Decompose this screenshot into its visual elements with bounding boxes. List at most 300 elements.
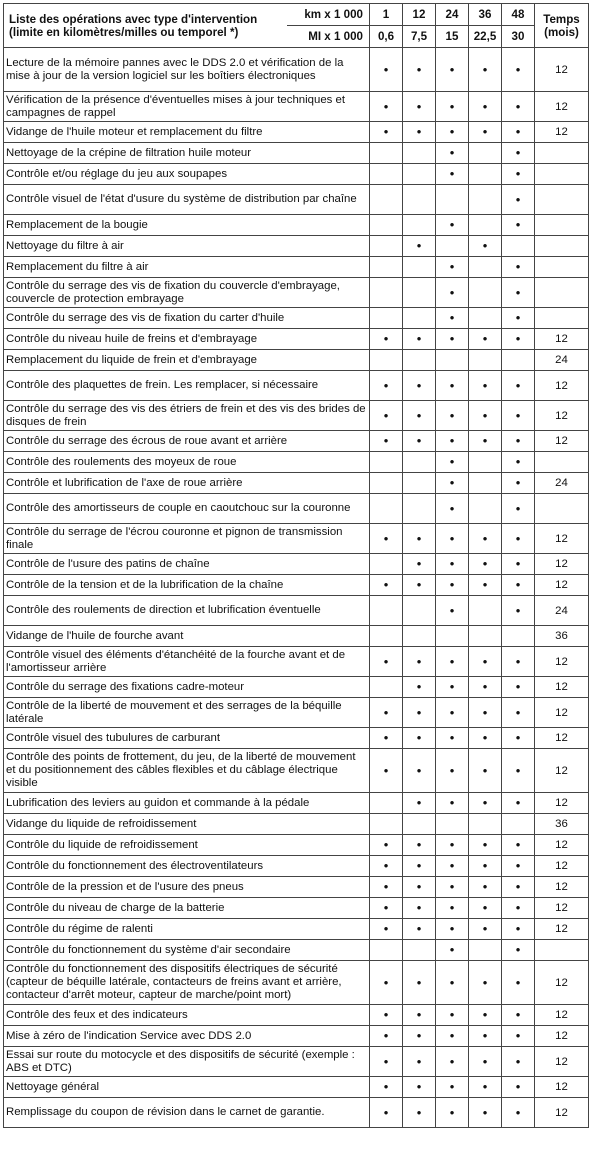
- interval-mark-cell: [469, 749, 502, 793]
- interval-mark-cell: [436, 452, 469, 473]
- interval-mark-cell: [436, 215, 469, 236]
- dot-icon: •: [383, 1104, 389, 1120]
- operation-cell: Contrôle de la liberté de mouvement et des serrages de la béquille latérale: [4, 698, 370, 728]
- dot-icon: •: [416, 795, 422, 810]
- table-header: [4, 4, 589, 48]
- dot-icon: •: [515, 500, 521, 516]
- time-months-cell: 12: [535, 856, 589, 877]
- operation-cell: Nettoyage général: [4, 1077, 370, 1098]
- time-months-cell: 12: [535, 647, 589, 677]
- table-row: [4, 626, 589, 647]
- interval-mark-cell: [403, 122, 436, 143]
- time-months-cell: 12: [535, 329, 589, 350]
- time-months-cell: 12: [535, 1026, 589, 1047]
- interval-mark-cell: [436, 961, 469, 1005]
- interval-mark-cell: [436, 575, 469, 596]
- interval-mark-cell: [502, 371, 535, 401]
- interval-mark-cell: [370, 835, 403, 856]
- interval-mark-cell: [502, 1047, 535, 1077]
- dot-icon: •: [416, 331, 422, 346]
- dot-icon: •: [416, 556, 422, 571]
- interval-mark-cell: [469, 1005, 502, 1026]
- table-row: [4, 554, 589, 575]
- table-row: [4, 329, 589, 350]
- header-operations-title: [4, 4, 287, 48]
- dot-icon: •: [449, 942, 455, 957]
- dot-icon: •: [383, 974, 389, 990]
- dot-icon: •: [383, 61, 389, 77]
- interval-mark-cell: [469, 329, 502, 350]
- interval-mark-cell: [469, 575, 502, 596]
- dot-icon: •: [515, 259, 521, 274]
- interval-mark-cell: [370, 961, 403, 1005]
- interval-mark-cell: [403, 473, 436, 494]
- table-row: [4, 236, 589, 257]
- time-months-cell: [535, 215, 589, 236]
- table-row: [4, 278, 589, 308]
- interval-mark-cell: [403, 835, 436, 856]
- interval-mark-cell: [370, 1077, 403, 1098]
- operation-cell: Contrôle visuel des tubulures de carburant: [4, 728, 370, 749]
- interval-mark-cell: [370, 728, 403, 749]
- dot-icon: •: [449, 124, 455, 139]
- interval-mark-cell: [403, 48, 436, 92]
- dot-icon: •: [383, 704, 389, 720]
- interval-mark-cell: [436, 856, 469, 877]
- dot-icon: •: [449, 879, 455, 894]
- time-months-cell: 12: [535, 898, 589, 919]
- dot-icon: •: [515, 475, 521, 490]
- interval-mark-cell: [469, 494, 502, 524]
- interval-mark-cell: [370, 48, 403, 92]
- interval-mark-cell: [370, 473, 403, 494]
- dot-icon: •: [416, 879, 422, 894]
- interval-mark-cell: [403, 596, 436, 626]
- header-time-line1: Temps: [543, 12, 580, 26]
- interval-mark-cell: [469, 1098, 502, 1128]
- interval-mark-cell: [502, 164, 535, 185]
- dot-icon: •: [515, 556, 521, 571]
- table-row: [4, 898, 589, 919]
- interval-mark-cell: [370, 236, 403, 257]
- dot-icon: •: [482, 795, 488, 810]
- time-months-cell: 36: [535, 626, 589, 647]
- interval-mark-cell: [403, 898, 436, 919]
- interval-mark-cell: [403, 524, 436, 554]
- operation-cell: Contrôle des feux et des indicateurs: [4, 1005, 370, 1026]
- table-row: [4, 350, 589, 371]
- dot-icon: •: [449, 704, 455, 720]
- time-months-cell: 12: [535, 835, 589, 856]
- interval-mark-cell: [370, 677, 403, 698]
- interval-mark-cell: [502, 793, 535, 814]
- interval-mark-cell: [502, 1098, 535, 1128]
- operation-cell: Contrôle de la pression et de l'usure des pneus: [4, 877, 370, 898]
- dot-icon: •: [482, 704, 488, 720]
- dot-icon: •: [449, 217, 455, 232]
- interval-mark-cell: [469, 350, 502, 371]
- table-body: [4, 48, 589, 1128]
- dot-icon: •: [449, 1007, 455, 1022]
- interval-mark-cell: [436, 278, 469, 308]
- dot-icon: •: [449, 730, 455, 745]
- interval-mark-cell: [436, 92, 469, 122]
- dot-icon: •: [416, 1079, 422, 1094]
- header-km-1: 1: [370, 4, 403, 26]
- interval-mark-cell: [370, 524, 403, 554]
- dot-icon: •: [416, 974, 422, 990]
- operation-cell: Contrôle des roulements de direction et lubrification éventuelle: [4, 596, 370, 626]
- table-row: [4, 185, 589, 215]
- header-mi-5: 30: [502, 26, 535, 48]
- table-row: [4, 1026, 589, 1047]
- dot-icon: •: [383, 900, 389, 915]
- dot-icon: •: [515, 1079, 521, 1094]
- dot-icon: •: [383, 1053, 389, 1069]
- dot-icon: •: [482, 377, 488, 393]
- operation-cell: Lecture de la mémoire pannes avec le DDS 2.0 et vérification de la mise à jour de la version logiciel sur les boîtiers électroniques: [4, 48, 370, 92]
- interval-mark-cell: [436, 473, 469, 494]
- interval-mark-cell: [403, 350, 436, 371]
- interval-mark-cell: [436, 835, 469, 856]
- interval-mark-cell: [502, 1026, 535, 1047]
- dot-icon: •: [383, 653, 389, 669]
- dot-icon: •: [449, 1079, 455, 1094]
- interval-mark-cell: [370, 626, 403, 647]
- interval-mark-cell: [436, 431, 469, 452]
- interval-mark-cell: [370, 575, 403, 596]
- dot-icon: •: [449, 98, 455, 114]
- interval-mark-cell: [436, 329, 469, 350]
- interval-mark-cell: [502, 626, 535, 647]
- dot-icon: •: [515, 974, 521, 990]
- dot-icon: •: [482, 331, 488, 346]
- dot-icon: •: [449, 377, 455, 393]
- dot-icon: •: [449, 762, 455, 778]
- interval-mark-cell: [469, 473, 502, 494]
- interval-mark-cell: [403, 185, 436, 215]
- dot-icon: •: [416, 98, 422, 114]
- time-months-cell: 12: [535, 677, 589, 698]
- dot-icon: •: [449, 974, 455, 990]
- dot-icon: •: [449, 653, 455, 669]
- interval-mark-cell: [502, 473, 535, 494]
- dot-icon: •: [383, 377, 389, 393]
- dot-icon: •: [449, 837, 455, 852]
- time-months-cell: 12: [535, 575, 589, 596]
- operation-cell: Contrôle visuel de l'état d'usure du système de distribution par chaîne: [4, 185, 370, 215]
- table-row: [4, 677, 589, 698]
- interval-mark-cell: [469, 961, 502, 1005]
- interval-mark-cell: [436, 626, 469, 647]
- time-months-cell: 12: [535, 877, 589, 898]
- interval-mark-cell: [370, 940, 403, 961]
- interval-mark-cell: [436, 48, 469, 92]
- dot-icon: •: [515, 921, 521, 936]
- interval-mark-cell: [502, 48, 535, 92]
- time-months-cell: 12: [535, 122, 589, 143]
- table-row: [4, 1077, 589, 1098]
- interval-mark-cell: [502, 524, 535, 554]
- interval-mark-cell: [436, 122, 469, 143]
- operation-cell: Contrôle du fonctionnement des dispositifs électriques de sécurité (capteur de béquille latérale, contacteurs de freins avant et arrière, contacteur d'arrêt moteur, capteur de marche/point mort): [4, 961, 370, 1005]
- header-mi-label: MI x 1 000: [287, 26, 370, 48]
- operation-cell: Contrôle de la tension et de la lubrification de la chaîne: [4, 575, 370, 596]
- dot-icon: •: [416, 900, 422, 915]
- interval-mark-cell: [502, 814, 535, 835]
- table-row: [4, 452, 589, 473]
- table-row: [4, 1047, 589, 1077]
- interval-mark-cell: [403, 452, 436, 473]
- interval-mark-cell: [469, 626, 502, 647]
- interval-mark-cell: [469, 143, 502, 164]
- interval-mark-cell: [469, 278, 502, 308]
- table-row: [4, 596, 589, 626]
- interval-mark-cell: [469, 698, 502, 728]
- time-months-cell: 12: [535, 698, 589, 728]
- table-row: [4, 215, 589, 236]
- operation-cell: Contrôle du serrage des vis de fixation du couvercle d'embrayage, couvercle de protection embrayage: [4, 278, 370, 308]
- dot-icon: •: [449, 433, 455, 448]
- interval-mark-cell: [502, 677, 535, 698]
- interval-mark-cell: [370, 814, 403, 835]
- interval-mark-cell: [370, 1047, 403, 1077]
- interval-mark-cell: [502, 308, 535, 329]
- interval-mark-cell: [436, 308, 469, 329]
- time-months-cell: [535, 940, 589, 961]
- interval-mark-cell: [469, 452, 502, 473]
- dot-icon: •: [416, 679, 422, 694]
- interval-mark-cell: [502, 122, 535, 143]
- interval-mark-cell: [469, 793, 502, 814]
- dot-icon: •: [416, 1053, 422, 1069]
- dot-icon: •: [383, 837, 389, 852]
- time-months-cell: 12: [535, 919, 589, 940]
- interval-mark-cell: [403, 431, 436, 452]
- interval-mark-cell: [502, 728, 535, 749]
- dot-icon: •: [482, 679, 488, 694]
- interval-mark-cell: [403, 698, 436, 728]
- header-time-line2: (mois): [544, 25, 579, 39]
- dot-icon: •: [383, 577, 389, 592]
- interval-mark-cell: [436, 1047, 469, 1077]
- dot-icon: •: [383, 433, 389, 448]
- interval-mark-cell: [502, 215, 535, 236]
- time-months-cell: [535, 257, 589, 278]
- dot-icon: •: [383, 407, 389, 423]
- interval-mark-cell: [370, 647, 403, 677]
- table-row: [4, 164, 589, 185]
- time-months-cell: 24: [535, 350, 589, 371]
- interval-mark-cell: [370, 278, 403, 308]
- interval-mark-cell: [436, 554, 469, 575]
- time-months-cell: [535, 143, 589, 164]
- operation-cell: Contrôle des roulements des moyeux de roue: [4, 452, 370, 473]
- table-row: [4, 308, 589, 329]
- dot-icon: •: [515, 530, 521, 546]
- dot-icon: •: [383, 1028, 389, 1043]
- interval-mark-cell: [403, 856, 436, 877]
- interval-mark-cell: [469, 524, 502, 554]
- dot-icon: •: [383, 921, 389, 936]
- dot-icon: •: [383, 858, 389, 873]
- interval-mark-cell: [502, 494, 535, 524]
- interval-mark-cell: [370, 749, 403, 793]
- operation-cell: Remplacement du filtre à air: [4, 257, 370, 278]
- dot-icon: •: [515, 704, 521, 720]
- interval-mark-cell: [436, 940, 469, 961]
- dot-icon: •: [515, 653, 521, 669]
- interval-mark-cell: [469, 1047, 502, 1077]
- interval-mark-cell: [403, 1098, 436, 1128]
- interval-mark-cell: [370, 919, 403, 940]
- interval-mark-cell: [436, 524, 469, 554]
- interval-mark-cell: [502, 961, 535, 1005]
- interval-mark-cell: [469, 185, 502, 215]
- dot-icon: •: [383, 879, 389, 894]
- interval-mark-cell: [502, 596, 535, 626]
- dot-icon: •: [416, 377, 422, 393]
- header-km-36: 36: [469, 4, 502, 26]
- dot-icon: •: [482, 530, 488, 546]
- dot-icon: •: [515, 679, 521, 694]
- dot-icon: •: [449, 1104, 455, 1120]
- dot-icon: •: [515, 1104, 521, 1120]
- interval-mark-cell: [502, 278, 535, 308]
- interval-mark-cell: [469, 371, 502, 401]
- interval-mark-cell: [370, 92, 403, 122]
- dot-icon: •: [449, 602, 455, 618]
- table-row: [4, 1005, 589, 1026]
- time-months-cell: 12: [535, 728, 589, 749]
- dot-icon: •: [482, 61, 488, 77]
- table-row: [4, 1098, 589, 1128]
- table-row: [4, 92, 589, 122]
- dot-icon: •: [482, 1079, 488, 1094]
- dot-icon: •: [482, 1053, 488, 1069]
- dot-icon: •: [515, 61, 521, 77]
- table-row: [4, 647, 589, 677]
- interval-mark-cell: [436, 814, 469, 835]
- table-row: [4, 856, 589, 877]
- interval-mark-cell: [502, 835, 535, 856]
- interval-mark-cell: [469, 835, 502, 856]
- operation-cell: Contrôle de l'usure des patins de chaîne: [4, 554, 370, 575]
- interval-mark-cell: [469, 677, 502, 698]
- interval-mark-cell: [436, 371, 469, 401]
- interval-mark-cell: [403, 647, 436, 677]
- time-months-cell: 12: [535, 1098, 589, 1128]
- dot-icon: •: [482, 433, 488, 448]
- table-row: [4, 698, 589, 728]
- interval-mark-cell: [403, 1077, 436, 1098]
- table-row: [4, 575, 589, 596]
- time-months-cell: 12: [535, 92, 589, 122]
- table-row: [4, 371, 589, 401]
- time-months-cell: 12: [535, 48, 589, 92]
- interval-mark-cell: [403, 1047, 436, 1077]
- table-row: [4, 749, 589, 793]
- dot-icon: •: [449, 407, 455, 423]
- dot-icon: •: [482, 1028, 488, 1043]
- time-months-cell: 12: [535, 749, 589, 793]
- time-months-cell: 24: [535, 596, 589, 626]
- interval-mark-cell: [469, 431, 502, 452]
- interval-mark-cell: [502, 554, 535, 575]
- operation-cell: Contrôle des plaquettes de frein. Les remplacer, si nécessaire: [4, 371, 370, 401]
- interval-mark-cell: [403, 814, 436, 835]
- interval-mark-cell: [502, 236, 535, 257]
- operation-cell: Contrôle du serrage des vis des étriers de frein et des vis des brides de disques de frein: [4, 401, 370, 431]
- dot-icon: •: [482, 730, 488, 745]
- dot-icon: •: [515, 942, 521, 957]
- interval-mark-cell: [403, 677, 436, 698]
- dot-icon: •: [383, 1007, 389, 1022]
- dot-icon: •: [515, 1007, 521, 1022]
- operation-cell: Contrôle et lubrification de l'axe de roue arrière: [4, 473, 370, 494]
- interval-mark-cell: [403, 961, 436, 1005]
- interval-mark-cell: [469, 257, 502, 278]
- interval-mark-cell: [469, 647, 502, 677]
- dot-icon: •: [482, 238, 488, 253]
- operation-cell: Contrôle du serrage des fixations cadre-moteur: [4, 677, 370, 698]
- time-months-cell: 12: [535, 431, 589, 452]
- interval-mark-cell: [403, 919, 436, 940]
- time-months-cell: 24: [535, 473, 589, 494]
- interval-mark-cell: [502, 856, 535, 877]
- interval-mark-cell: [436, 401, 469, 431]
- interval-mark-cell: [370, 371, 403, 401]
- dot-icon: •: [482, 858, 488, 873]
- interval-mark-cell: [403, 164, 436, 185]
- table-row: [4, 961, 589, 1005]
- operation-cell: Remplacement du liquide de frein et d'embrayage: [4, 350, 370, 371]
- interval-mark-cell: [502, 919, 535, 940]
- interval-mark-cell: [502, 1005, 535, 1026]
- time-months-cell: 12: [535, 524, 589, 554]
- dot-icon: •: [383, 530, 389, 546]
- interval-mark-cell: [502, 452, 535, 473]
- interval-mark-cell: [469, 308, 502, 329]
- header-mi-1: 0,6: [370, 26, 403, 48]
- operation-cell: Contrôle et/ou réglage du jeu aux soupapes: [4, 164, 370, 185]
- dot-icon: •: [449, 921, 455, 936]
- interval-mark-cell: [436, 877, 469, 898]
- interval-mark-cell: [502, 143, 535, 164]
- interval-mark-cell: [403, 215, 436, 236]
- interval-mark-cell: [469, 728, 502, 749]
- table-row: [4, 401, 589, 431]
- interval-mark-cell: [403, 793, 436, 814]
- interval-mark-cell: [469, 48, 502, 92]
- dot-icon: •: [383, 98, 389, 114]
- dot-icon: •: [515, 284, 521, 300]
- interval-mark-cell: [403, 92, 436, 122]
- interval-mark-cell: [370, 350, 403, 371]
- interval-mark-cell: [370, 1098, 403, 1128]
- table-row: [4, 728, 589, 749]
- interval-mark-cell: [502, 1077, 535, 1098]
- table-row: [4, 431, 589, 452]
- dot-icon: •: [416, 407, 422, 423]
- dot-icon: •: [449, 679, 455, 694]
- time-months-cell: 12: [535, 371, 589, 401]
- interval-mark-cell: [436, 919, 469, 940]
- dot-icon: •: [482, 1007, 488, 1022]
- interval-mark-cell: [403, 494, 436, 524]
- dot-icon: •: [482, 407, 488, 423]
- interval-mark-cell: [436, 143, 469, 164]
